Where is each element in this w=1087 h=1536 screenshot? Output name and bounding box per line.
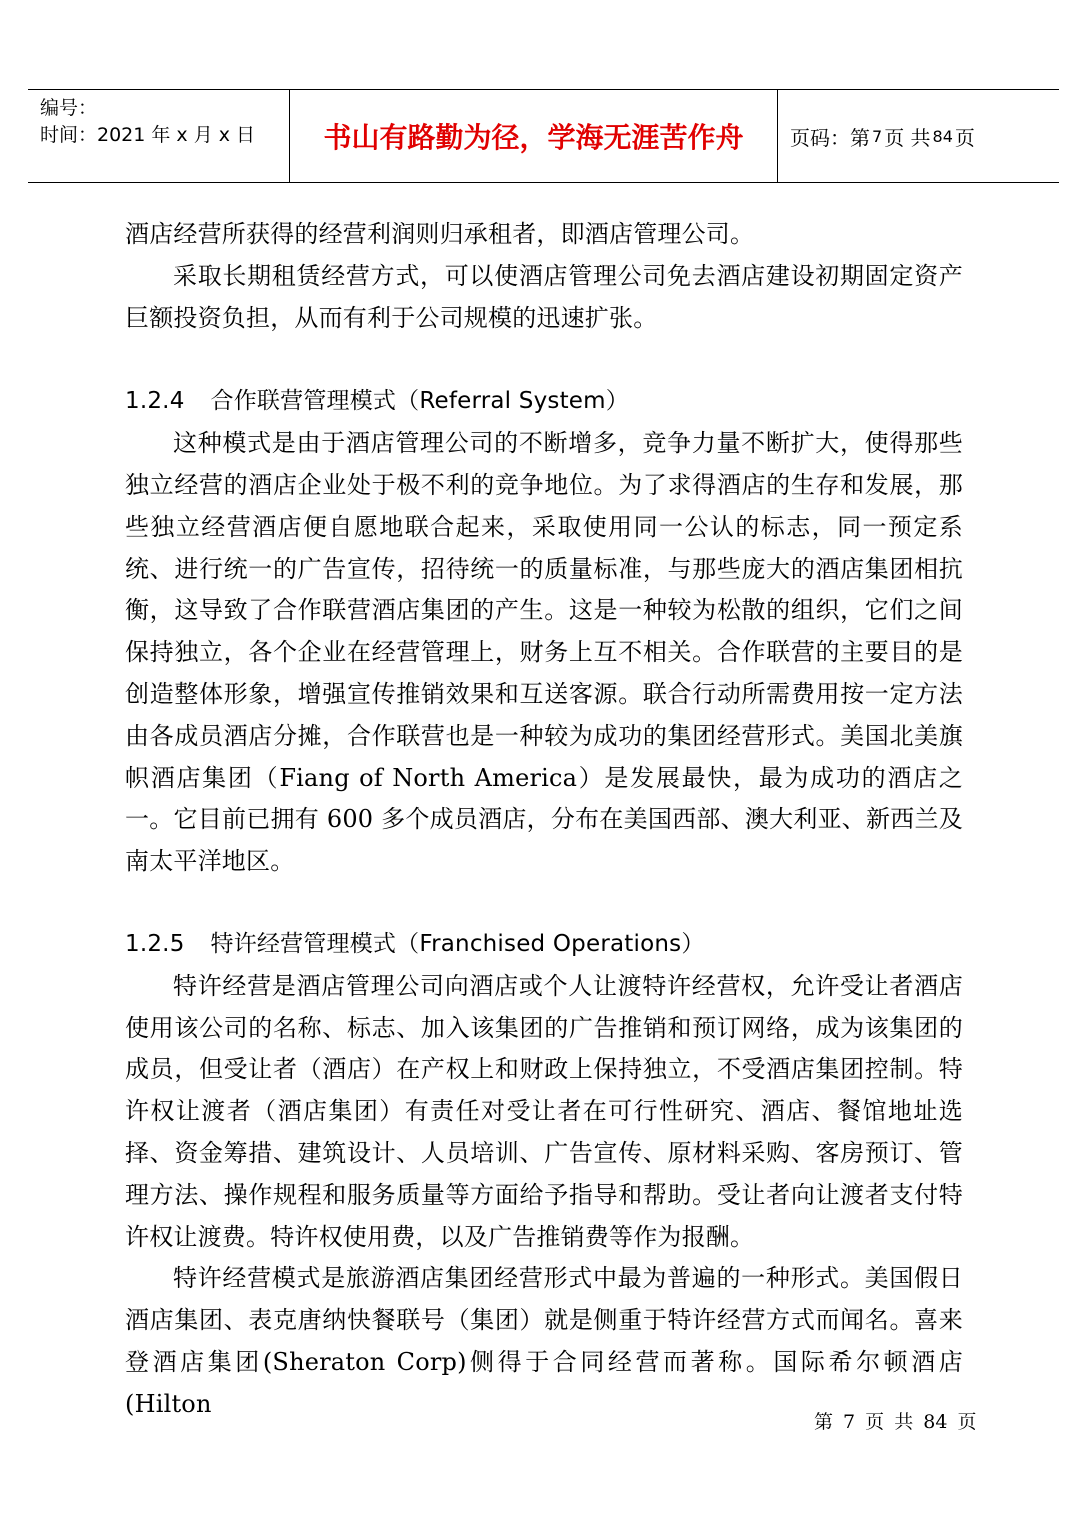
section-title: 合作联营管理模式（Referral System） <box>210 388 629 415</box>
spacer <box>125 339 963 381</box>
page-footer: 第 7 页 共 84 页 <box>814 1411 977 1433</box>
document-body <box>125 214 963 1426</box>
page-total: 84 <box>932 126 953 146</box>
section-number: 1.2.5 <box>125 930 185 957</box>
paragraph: 特许经营是酒店管理公司向酒店或个人让渡特许经营权，允许受让者酒店使用该公司的名称、标志、加入该集团的广告推销和预订网络，成为该集团的成员，但受让者（酒店）在产权上和财政上保持独立，不受酒店集团控制。特许权让渡者（酒店集团）有责任对受让者在可行性研究、酒店、餐馆地址选择、资金筹措、建筑设计、人员培训、广告宣传、原材料采购、客房预订、管理方法、操作规程和服务质量等方面给予指导和帮助。受让者向让渡者支付特许权让渡费。特许权使用费，以及广告推销费等作为报酬。 <box>125 971 963 1251</box>
page-middle: 页 共 <box>884 125 931 150</box>
document-date: 时间：2021 年 x 月 x 日 <box>40 124 256 146</box>
page-current: 7 <box>872 126 883 146</box>
section-heading-1-2-4 <box>125 381 963 423</box>
section-heading-1-2-5 <box>125 924 963 966</box>
document-number-label: 编号： <box>40 97 98 119</box>
page-suffix: 页 <box>954 125 975 150</box>
header-motto: 书山有路勤为径，学海无涯苦作舟 <box>290 90 778 182</box>
paragraph: 特许经营模式是旅游酒店集团经营形式中最为普遍的一种形式。美国假日酒店集团、表克唐纳快餐联号（集团）就是侧重于特许经营方式而闻名。喜来登酒店集团(Sheraton Corp)侧得于合同经营而著称。国际希尔顿酒店(Hilton <box>125 1264 963 1418</box>
header-meta <box>28 90 290 182</box>
section-number: 1.2.4 <box>125 388 185 415</box>
paragraph: 这种模式是由于酒店管理公司的不断增多，竞争力量不断扩大，使得那些独立经营的酒店企业处于极不利的竞争地位。为了求得酒店的生存和发展，那些独立经营酒店便自愿地联合起来，采取使用同一公认的标志，同一预定系统、进行统一的广告宣传，招待统一的质量标准，与那些庞大的酒店集团相抗衡，这导致了合作联营酒店集团的产生。这是一种较为松散的组织，它们之间保持独立，各个企业在经营管理上，财务上互不相关。合作联营的主要目的是创造整体形象，增强宣传推销效果和互送客源。联合行动所需费用按一定方法由各成员酒店分摊，合作联营也是一种较为成功的集团经营形式。美国北美旗帜酒店集团（Fiang of North America）是发展最快，最为成功的酒店之一。它目前已拥有 600 多个成员酒店，分布在美国西部、澳大利亚、新西兰及南太平洋地区。 <box>125 429 963 876</box>
section-title: 特许经营管理模式（Franchised Operations） <box>210 930 705 957</box>
paragraph: 采取长期租赁经营方式，可以使酒店管理公司免去酒店建设初期固定资产巨额投资负担，从而有利于公司规模的迅速扩张。 <box>125 261 963 332</box>
spacer <box>125 883 963 924</box>
page-header <box>28 89 1059 183</box>
paragraph: 酒店经营所获得的经营利润则归承租者，即酒店管理公司。 <box>125 220 755 248</box>
header-page-counter <box>778 90 1059 182</box>
page-prefix: 页码：第 <box>790 125 870 150</box>
